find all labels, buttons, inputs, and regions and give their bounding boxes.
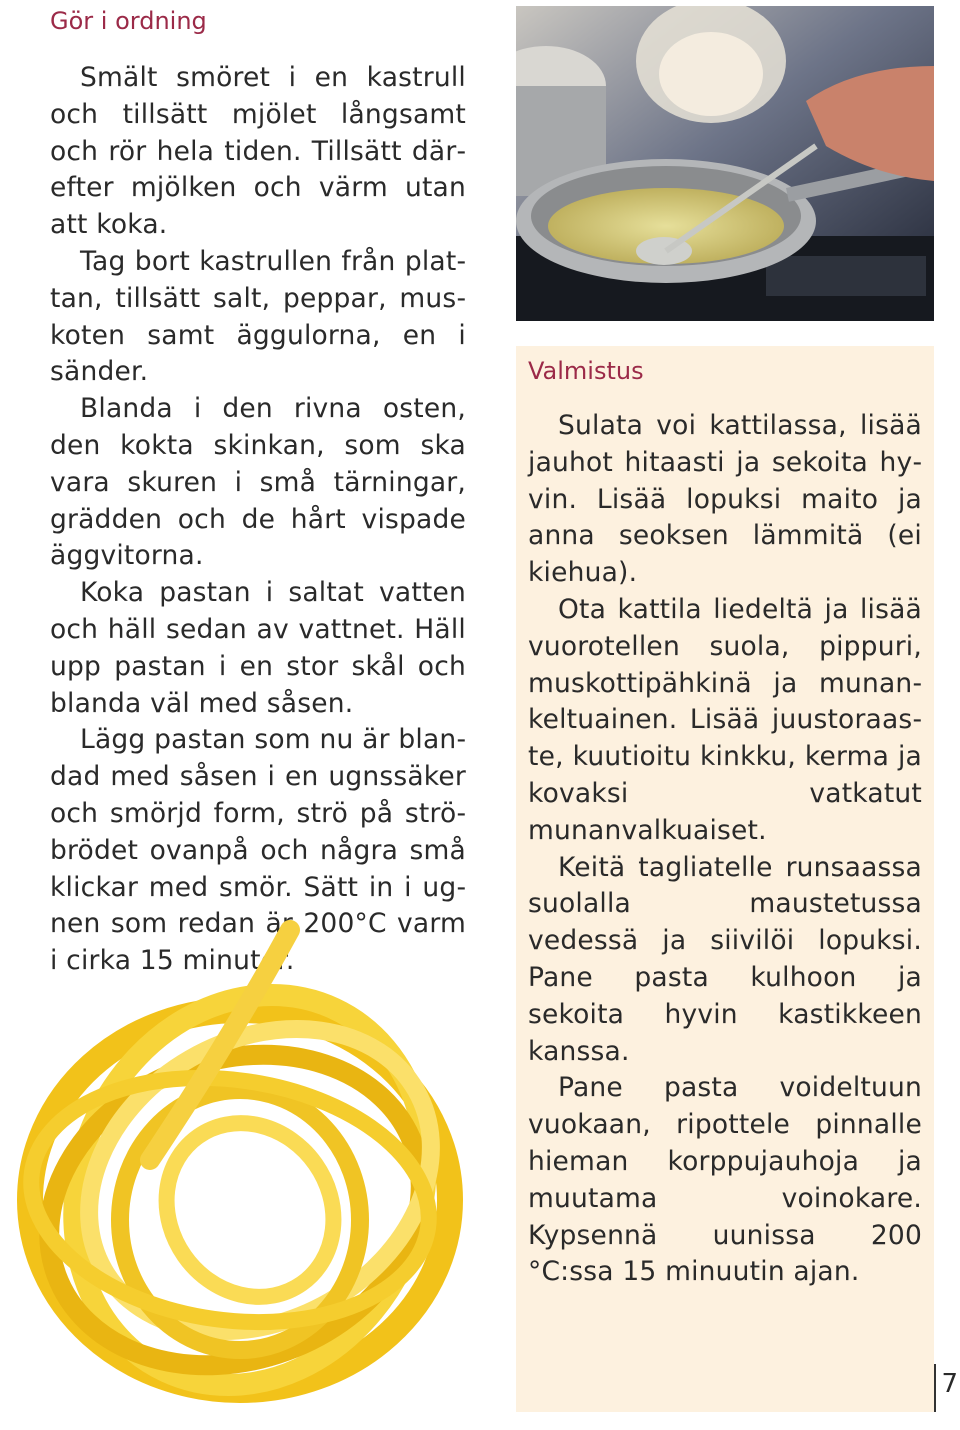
instruction-paragraph: Sulata voi kattilassa, lisää jauhot hitaasti ja sekoita hyvin. Lisää lopuksi maito ja anna seoksen lämmitä (ei kiehua). [528,410,922,589]
finnish-instructions-panel [516,346,934,1412]
instruction-paragraph: Ota kattila liedeltä ja lisää vuorotellen suola, pippuri, muskottipähkinä ja munankeltuainen. Lisää juustoraaste, kuutioitu kinkku, kerma ja kovaksi vatkatut munanvalkuaiset. [528,593,922,846]
instruction-paragraph: Tag bort kastrullen från plattan, tillsätt salt, peppar, muskoten samt äggulorna, en i sänder. [50,245,466,388]
instruction-paragraph: Smält smöret i en kastrull och tillsätt mjölet långsamt och rör hela tiden. Tillsätt därefter mjölken och värm utan att koka. [50,62,466,241]
tagliatelle-nest-image [0,920,500,1426]
pasta-illustration [0,920,500,1426]
saucepan-photo [516,6,934,321]
swedish-instructions [50,4,466,980]
page-number: 7 [934,1364,960,1412]
section-heading-finnish: Valmistus [528,357,644,385]
instruction-paragraph: Keitä tagliatelle runsaassa suolalla maustetussa vedessä ja siivilöi lopuksi. Pane pasta kulhoon ja sekoita hyvin kastikkeen kanssa. [528,851,922,1067]
instruction-paragraph: Lägg pastan som nu är blandad med såsen i en ugnssäker och smörjd form, strö på ströbrödet ovanpå och några små klickar med smör. Sätt in i ugnen som redan är 200°C varm i cirka 15 minuter. [50,724,466,977]
section-heading-swedish: Gör i ordning [50,7,207,35]
saucepan-illustration [516,6,934,321]
instruction-paragraph: Koka pastan i saltat vatten och häll sedan av vattnet. Häll upp pastan i en stor skål och blanda väl med såsen. [50,577,466,719]
instruction-paragraph: Blanda i den rivna osten, den kokta skinkan, som ska vara skuren i små tärningar, grädden och de hårt vispade äggvitorna. [50,393,466,572]
instruction-paragraph: Pane pasta voideltuun vuokaan, ripottele pinnalle hieman korppujauhoja ja muutama voinokare. Kypsennä uunissa 200 °C:ssa 15 minuutin ajan. [528,1072,922,1288]
